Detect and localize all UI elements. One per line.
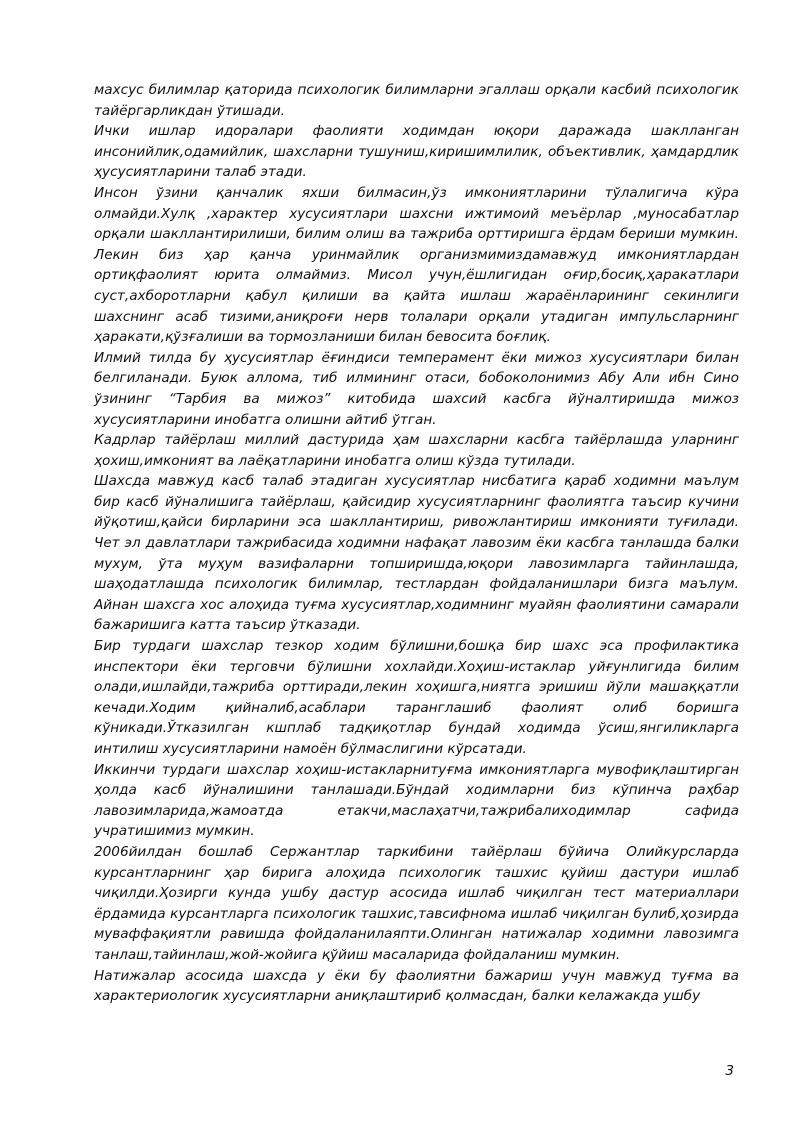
paragraph-10: Натижалар асосида шахсда у ёки бу фаолиятни бажариш учун мавжуд туғма ва характериологик хусусиятларни аниқлаштириб қолмасдан, балки келажакда ушбу (94, 967, 739, 1005)
paragraph-6: Шахсда мавжуд касб талаб этадиган хусусиятлар нисбатига қараб ходимни маълум бир касб йўналишига тайёрлаш, қайсидир хусусиятларнинг фаолиятга таъсир кучини йўқотиш,қайси бирларини эса шакллантириш, ривожлантириш имконияти туғилади. Чет эл давлатлари тажрибасида ходимни нафақат лавозим ёки касбга танлашда балки мухум, ўта муҳум вазифаларни топширишда,юқори лавозимларга тайинлашда, шаҳодатлашда психологик билимлар, тестлардан фойдаланишлари бизга маълум. Айнан шахсга хос алоҳида туғма хусусиятлар,ходимнинг муайян фаолиятини самарали бажаришига катта таъсир ўтказади. (94, 473, 739, 634)
paragraph-3: Инсон ўзини қанчалик яхши билмасин,ўз имкониятларини тўлалигича кўра олмайди.Хулқ ,характер хусусиятлари шахсни ижтимоий меъёрлар ,муносабатлар орқали шакллантирилиши, билим олиш ва тажриба орттиришга ёрдам бериши мумкин. Лекин биз ҳар қанча уринмайлик организмимиздамавжуд имкониятлардан ортиқфаолият юрита олмаймиз. Мисол учун,ёшлигидан оғир,босиқ,ҳаракатлари суст,ахборотларни қабул қилиши ва қайта ишлаш жараёнларининг секинлиги шахснинг асаб тизими,аниқроғи нерв толалари орқали утадиган импульсларнинг ҳаракати,қўзғалиши ва тормозланиши билан бевосита боғлиқ. (94, 184, 739, 346)
page-number: 3 (725, 1063, 734, 1079)
paragraph-7: Бир турдаги шахслар тезкор ходим бўлишни,бошқа бир шахс эса профилактика инспектори ёки терговчи бўлишни хохлайди.Хоҳиш-истаклар уйғунлигида билим олади,ишлайди,тажриба орттиради,лекин хоҳишга,ниятга эришиш йўли машаққатли кечади.Ходим қийналиб,асаблари таранглашиб фаолият олиб боришга кўникади.Ўтказилган кшплаб тадқиқотлар бундай ходимда ўсиш,янгиликларга интилиш хусусиятларини намоён бўлмаслигини кўрсатади. (94, 638, 739, 757)
paragraph-4: Илмий тилда бу ҳусусиятлар ёғиндиси темперамент ёки мижоз хусусиятлари билан белгиланади. Буюк аллома, тиб илмининг отаси, бобоколонимиз Абу Али ибн Сино ўзининг “Тарбия ва мижоз” китобида шахсий касбга йўналтиришда мижоз хусусиятларини инобатга олишни айтиб ўтган. (94, 349, 739, 428)
paragraph-9: 2006йилдан бошлаб Сержантлар таркибини тайёрлаш бўйича Олийкурсларда курсантларнинг ҳар бирига алоҳида психологик ташхис қуйиш дастури ишлаб чиқилди.Ҳозирги кунда ушбу дастур асосида ишлаб чиқилган тест материаллари ёрдамида курсантларга психологик ташхис,тавсифнома ишлаб чиқилган булиб,ҳозирда муваффақиятли равишда фойдаланилаяпти.Олинган натижалар ходимни лавозимга танлаш,тайинлаш,жой-жойига қўйиш масаларида фойдаланиш мумкин. (94, 843, 739, 963)
body-text (94, 80, 739, 1007)
paragraph-1: махсус билимлар қаторида психологик билимларни эгаллаш орқали касбий психологик тайёргарликдан ўтишади. (94, 82, 739, 119)
paragraph-2: Ички ишлар идоралари фаолияти ходимдан юқори даражада шаклланган инсонийлик,одамийлик, шахсларни тушуниш,киришимлилик, объективлик, ҳамдардлик ҳусусиятларини талаб этади. (94, 123, 739, 181)
paragraph-8: Иккинчи турдаги шахслар хоҳиш-истакларнитуғма имкониятларга мувофиқлаштирган ҳолда касб йўналишини танлашади.Бўндай ходимларни биз кўпинча раҳбар лавозимларида,жамоатда етакчи,маслаҳатчи,тажрибалиходимлар сафида учратишимиз мумкин. (94, 761, 739, 840)
paragraph-5: Кадрлар тайёрлаш миллий дастурида ҳам шахсларни касбга тайёрлашда уларнинг ҳохиш,имконият ва лаёқатларини инобатга олиш кўзда тутилади. (94, 432, 739, 469)
